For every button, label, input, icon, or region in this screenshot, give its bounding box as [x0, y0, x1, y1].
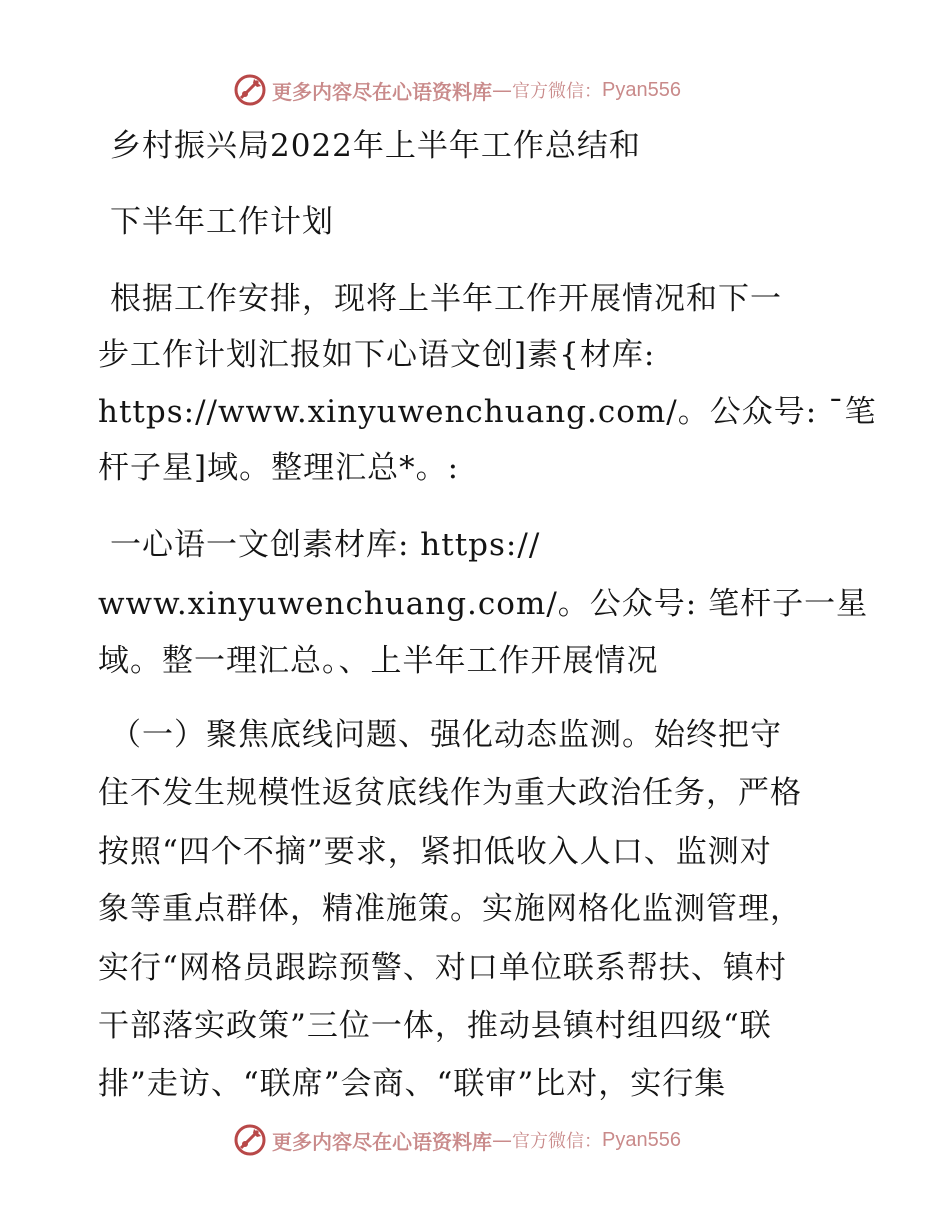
doc-title-line-2: 下半年工作计划 — [110, 204, 334, 240]
doc-title-line-1: 乡村振兴局2022年上半年工作总结和 — [110, 128, 641, 164]
intro-line: 杆子星]域。整理汇总*。: — [98, 450, 460, 486]
banner-title: 更多内容尽在心语资料库 — [272, 79, 492, 104]
header-banner — [232, 70, 681, 110]
logo-icon — [232, 72, 268, 108]
logo-icon — [232, 1122, 268, 1158]
paragraph-line: 按照“四个不摘”要求，紧扣低收入人口、监测对 — [98, 834, 772, 870]
banner-wechat-id: Pyan556 — [602, 1128, 681, 1151]
paragraph-line: 实行“网格员跟踪预警、对口单位联系帮扶、镇村 — [98, 950, 787, 986]
section-line: 域。整一理汇总。、上半年工作开展情况 — [98, 643, 659, 679]
banner-wechat-label: 官方微信： — [512, 81, 602, 102]
intro-line: 步工作计划汇报如下心语文创]素{材库: — [98, 337, 656, 373]
intro-line: https://www.xinyuwenchuang.com/。公众号: ¯笔 — [98, 394, 877, 430]
footer-banner — [232, 1120, 681, 1160]
paragraph-line: 象等重点群体，精准施策。实施网格化监测管理， — [98, 891, 802, 927]
paragraph-line: 干部落实政策”三位一体，推动县镇村组四级“联 — [98, 1008, 772, 1044]
banner-separator: — — [492, 78, 512, 102]
paragraph-line: 排”走访、“联席”会商、“联审”比对，实行集 — [98, 1066, 727, 1102]
section-line: 一心语一文创素材库: https:// — [110, 527, 541, 563]
banner-title: 更多内容尽在心语资料库 — [272, 1129, 492, 1154]
banner-wechat-id: Pyan556 — [602, 78, 681, 101]
paragraph-line: 住不发生规模性返贫底线作为重大政治任务，严格 — [98, 775, 802, 811]
intro-line: 根据工作安排，现将上半年工作开展情况和下一 — [110, 281, 782, 317]
paragraph-line: （一）聚焦底线问题、强化动态监测。始终把守 — [110, 717, 782, 753]
banner-wechat-label: 官方微信： — [512, 1131, 602, 1152]
section-line: www.xinyuwenchuang.com/。公众号: 笔杆子一星 — [98, 586, 869, 622]
banner-separator: — — [492, 1128, 512, 1152]
